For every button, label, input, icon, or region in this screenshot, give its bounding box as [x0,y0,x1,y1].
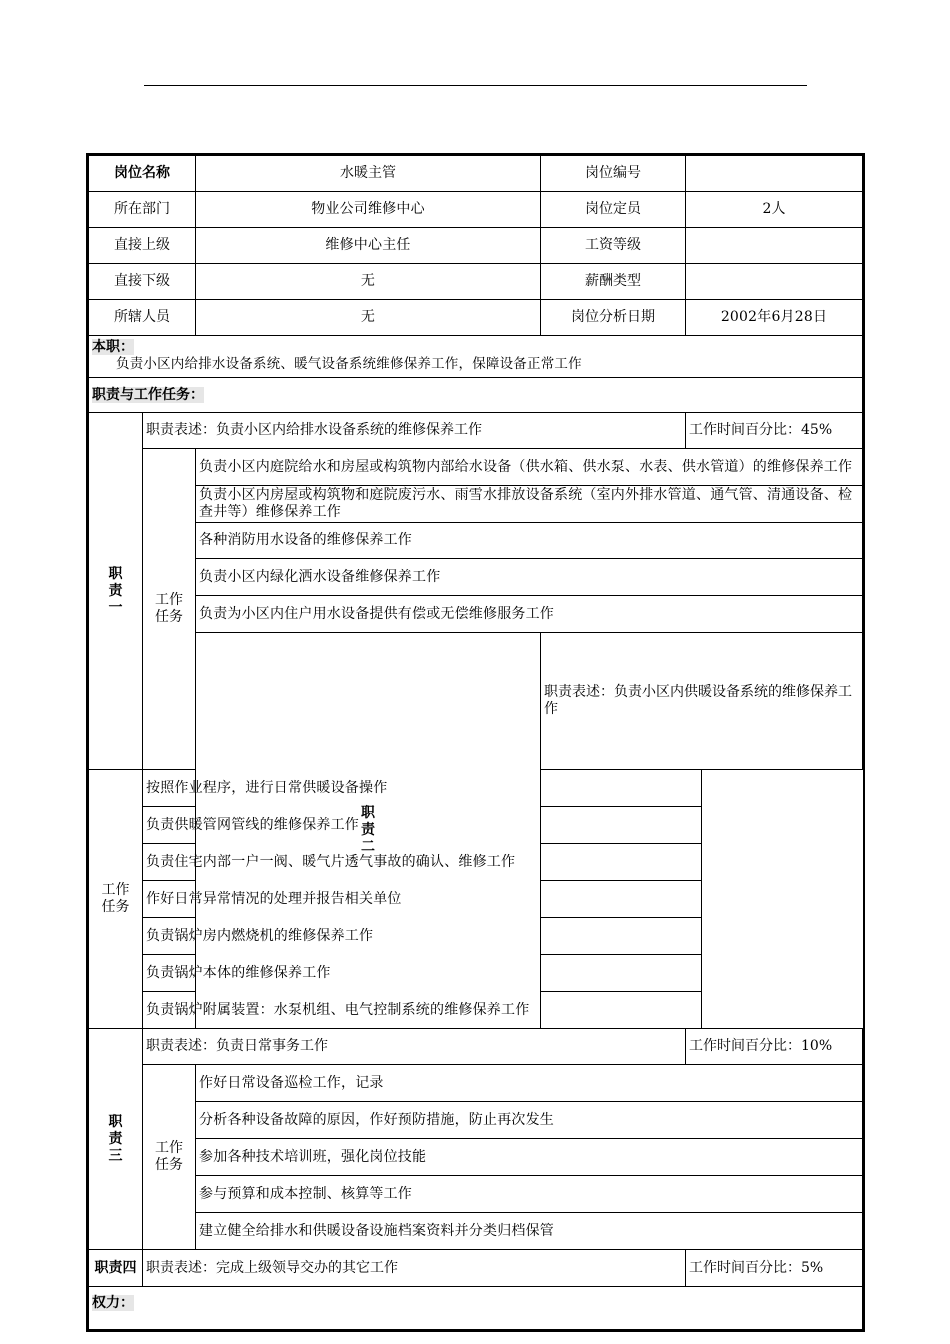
duty-desc-row [89,1029,863,1065]
analysis-date-value: 2002年6月28日 [686,300,863,336]
duty-1-desc: 职责表述：负责小区内给排水设备系统的维修保养工作 [143,413,686,449]
department-value: 物业公司维修中心 [196,192,541,228]
duty-desc-row [89,413,863,449]
pay-type-label: 薪酬类型 [541,264,686,300]
job-description-table [88,155,863,1330]
summary-text: 负责小区内给排水设备系统、暖气设备系统维修保养工作，保障设备正常工作 [116,356,582,372]
duty-2-task-2: 负责供暖管网管线的维修保养工作 [143,807,702,844]
duty-1-task-1: 负责小区内庭院给水和房屋或构筑物内部给水设备（供水箱、供水泵、水表、供水管道）的维修保养工作 [196,449,863,486]
power-row [89,1287,863,1330]
summary-row [89,336,863,378]
duty-2-task-5: 负责锅炉房内燃烧机的维修保养工作 [143,918,702,955]
position-code-value [686,156,863,192]
duty-3-pct: 工作时间百分比：10% [686,1029,863,1065]
duty-1-pct: 工作时间百分比：45% [686,413,863,449]
task-row [89,559,863,596]
duty-3-task-2: 分析各种设备故障的原因，作好预防措施，防止再次发生 [196,1102,863,1139]
task-row [89,955,863,992]
header-row [89,228,863,264]
duty-2-task-6: 负责锅炉本体的维修保养工作 [143,955,702,992]
task-row [89,523,863,559]
duty-1-task-label: 工作 任务 [143,449,196,770]
task-row [89,1102,863,1139]
supervisor-label: 直接上级 [89,228,196,264]
header-row [89,300,863,336]
summary-cell [89,336,863,378]
duty-3-label: 职 责 三 [89,1029,143,1250]
task-row [89,1065,863,1102]
task-row [89,596,863,633]
supervisor-value: 维修中心主任 [196,228,541,264]
duty-2-task-4: 作好日常异常情况的处理并报告相关单位 [143,881,702,918]
headcount-label: 岗位定员 [541,192,686,228]
duties-title-cell [89,378,863,413]
task-row [89,486,863,523]
duty-1-task-5: 负责为小区内住户用水设备提供有偿或无偿维修服务工作 [196,596,863,633]
task-row [89,807,863,844]
pay-type-value [686,264,863,300]
task-row [89,992,863,1029]
task-row [89,1213,863,1250]
task-row [89,1139,863,1176]
power-cell [89,1287,863,1330]
task-row [89,918,863,955]
duty-3-task-4: 参与预算和成本控制、核算等工作 [196,1176,863,1213]
subordinate-value: 无 [196,264,541,300]
duties-title: 职责与工作任务： [92,386,204,403]
duty-2-task-1: 按照作业程序，进行日常供暖设备操作 [143,770,702,807]
task-row [89,881,863,918]
duty-1-label: 职 责 一 [89,413,143,770]
duty-4-label: 职责四 [89,1250,143,1287]
duty-3-task-1: 作好日常设备巡检工作，记录 [196,1065,863,1102]
position-name-label: 岗位名称 [89,156,196,192]
department-label: 所在部门 [89,192,196,228]
task-row [89,844,863,881]
duty-3-task-3: 参加各种技术培训班，强化岗位技能 [196,1139,863,1176]
subordinate-label: 直接下级 [89,264,196,300]
duty-3-desc: 职责表述：负责日常事务工作 [143,1029,686,1065]
summary-label: 本职： [92,339,134,355]
duty-2-task-label: 工作 任务 [89,770,143,1029]
duty-3-task-5: 建立健全给排水和供暖设备设施档案资料并分类归档保管 [196,1213,863,1250]
header-row [89,192,863,228]
header-row [89,264,863,300]
analysis-date-label: 岗位分析日期 [541,300,686,336]
duty-4-desc: 职责表述：完成上级领导交办的其它工作 [143,1250,686,1287]
salary-grade-value [686,228,863,264]
power-label: 权力： [92,1295,134,1311]
salary-grade-label: 工资等级 [541,228,686,264]
staff-label: 所辖人员 [89,300,196,336]
position-code-label: 岗位编号 [541,156,686,192]
headcount-value: 2人 [686,192,863,228]
staff-value: 无 [196,300,541,336]
duty-3-task-label: 工作 任务 [143,1065,196,1250]
task-row [89,1176,863,1213]
duty-4-pct: 工作时间百分比：5% [686,1250,863,1287]
duty-2-label: 职 责 二 [196,633,541,1029]
duty-2-desc: 职责表述：负责小区内供暖设备系统的维修保养工作 [541,633,863,770]
position-name-value: 水暖主管 [196,156,541,192]
duty-2-task-7: 负责锅炉附属装置：水泵机组、电气控制系统的维修保养工作 [143,992,702,1029]
duty-1-task-2: 负责小区内房屋或构筑物和庭院废污水、雨雪水排放设备系统（室内外排水管道、通气管、清通设备、检查井等）维修保养工作 [196,486,863,523]
duty-1-task-3: 各种消防用水设备的维修保养工作 [196,523,863,559]
task-row [89,770,863,807]
duty-desc-row [89,633,863,770]
duty-desc-row [89,1250,863,1287]
duty-2-task-3: 负责住宅内部一户一阀、暖气片透气事故的确认、维修工作 [143,844,702,881]
duties-title-row [89,378,863,413]
duty-1-task-4: 负责小区内绿化洒水设备维修保养工作 [196,559,863,596]
task-row [89,449,863,486]
header-row [89,156,863,192]
top-rule [144,85,807,86]
